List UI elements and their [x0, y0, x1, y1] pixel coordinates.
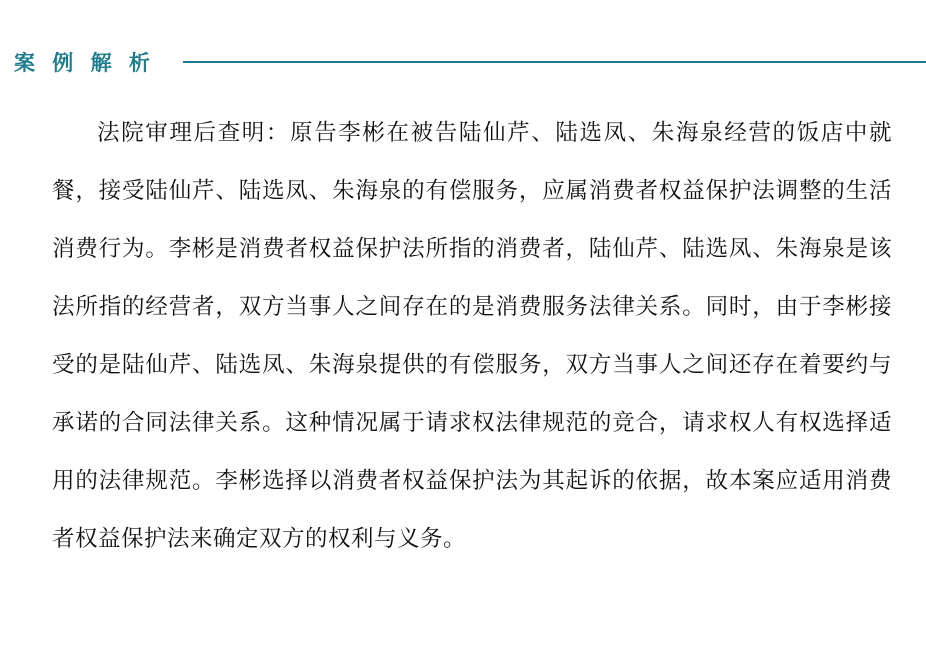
- body-paragraph: 法院审理后查明：原告李彬在被告陆仙芹、陆选凤、朱海泉经营的饭店中就餐，接受陆仙芹、陆选凤、朱海泉的有偿服务，应属消费者权益保护法调整的生活消费行为。李彬是消费者权益保护法所指的消费者，陆仙芹、陆选凤、朱海泉是该法所指的经营者，双方当事人之间存在的是消费服务法律关系。同时，由于李彬接受的是陆仙芹、陆选凤、朱海泉提供的有偿服务，双方当事人之间还存在着要约与承诺的合同法律关系。这种情况属于请求权法律规范的竞合，请求权人有权选择适用的法律规范。李彬选择以消费者权益保护法为其起诉的依据，故本案应适用消费者权益保护法来确定双方的权利与义务。: [52, 120, 892, 552]
- header-divider: [183, 61, 926, 63]
- page-title: 案 例 解 析: [14, 49, 155, 75]
- slide-header: [0, 42, 926, 82]
